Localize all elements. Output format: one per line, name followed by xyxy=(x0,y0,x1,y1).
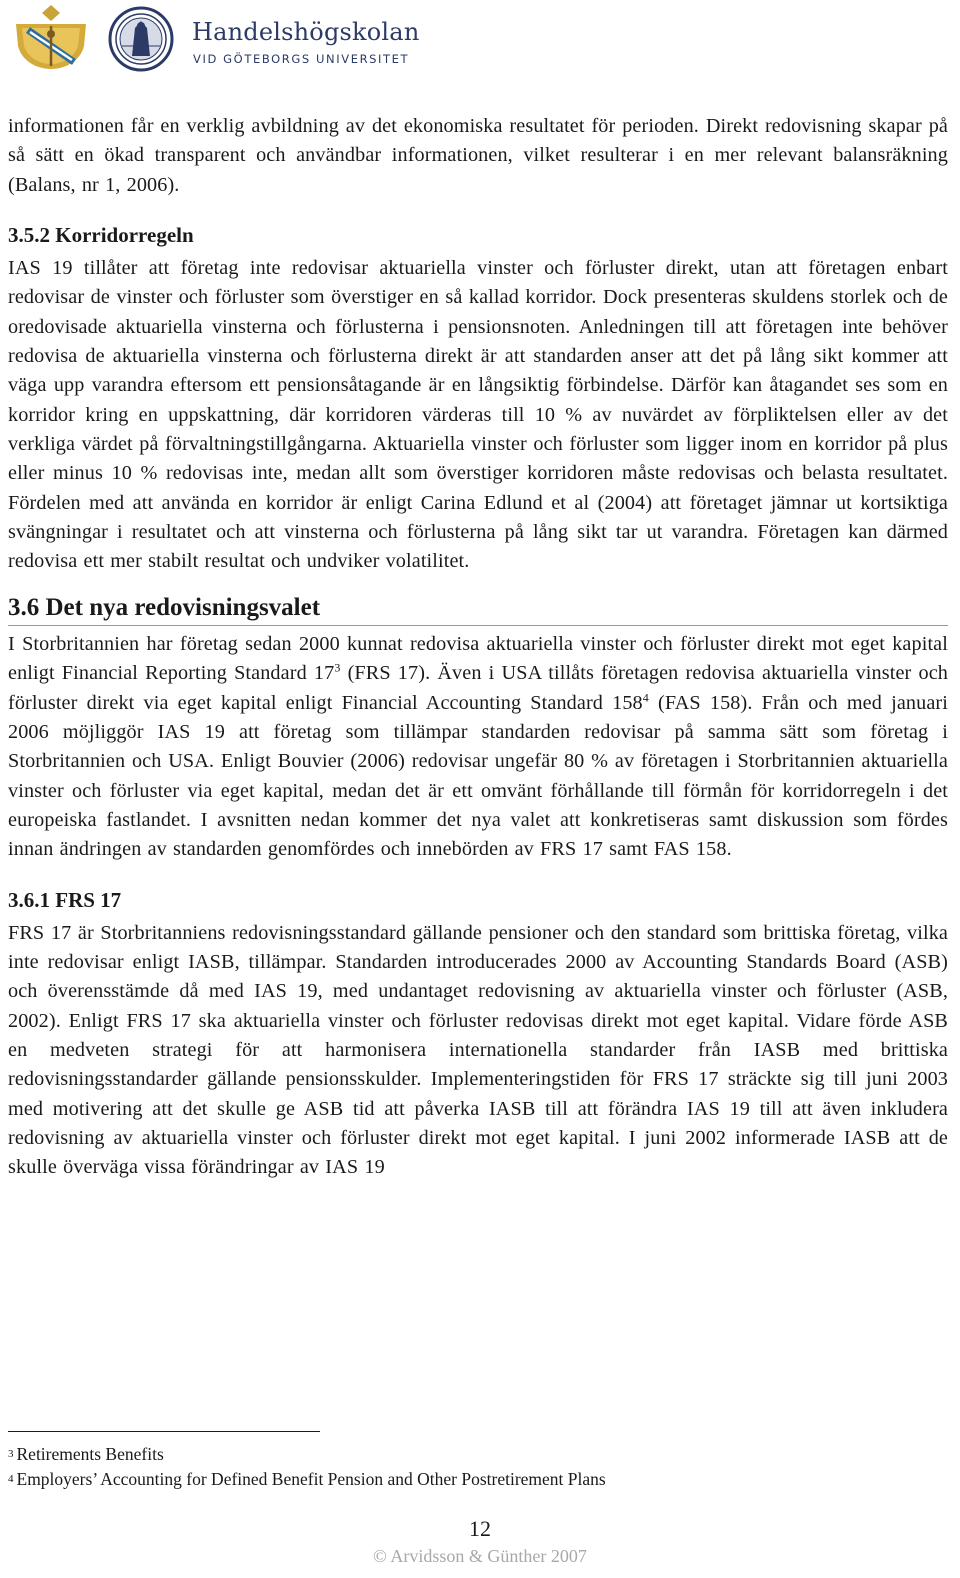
footnote-text: Employers’ Accounting for Defined Benefit Pension and Other Postretirement Plans xyxy=(16,1469,606,1489)
section-3-5-2-paragraph: IAS 19 tillåter att företag inte redovisar aktuariella vinster och förluster direkt, utan att företagen enbart redovisar de vinster och förluster som överstiger en så kallad korridor. Dock presenteras skuldens storlek och de oredovisade aktuariella vinsterna och förlusterna i pensionsnoten. Anledningen till att företagen inte behöver redovisa de aktuariella vinsterna och förlusterna direkt är att standarden anser att det på lång sikt kommer att väga upp varandra eftersom ett pensionsåtagande är en långsiktig förbindelse. Därför kan åtagandet ses som en korridor kring en uppskattning, där korridoren värderas till 10 % av nuvärdet av förpliktelsen eller av det verkliga värdet på förvaltningstillgångarna. Aktuariella vinster och förluster som ligger inom en korridor på plus eller minus 10 % redovisas inte, medan allt som överstiger korridoren måste redovisas och belasta resultatet. Fördelen med att använda en korridor är enligt Carina Edlund et al (2004) att företaget jämnar ut kortsiktiga svängningar i resultatet och att vinsterna och förlusterna på lång sikt tar ut varandra. Företagen kan därmed redovisa ett mer stabilt resultat och undviker volatilitet. xyxy=(8,257,948,573)
org-name: Handelshögskolan xyxy=(192,18,420,46)
footnotes xyxy=(8,1442,948,1492)
section-heading-3-6: 3.6 Det nya redovisningsvalet xyxy=(8,593,948,626)
document-body xyxy=(8,112,948,1183)
footnote-ref-4[interactable]: 4 xyxy=(642,689,649,704)
intro-paragraph: informationen får en verklig avbildning av det ekonomiska resultatet för perioden. Direkt redovisning skapar på så sätt en ökad transparent och användbar informationen, vilket resulterar i en mer relevant balansräkning (Balans, nr 1, 2006). xyxy=(8,115,948,196)
footnote-ref-3[interactable]: 3 xyxy=(334,660,341,675)
org-subtitle: VID GÖTEBORGS UNIVERSITET xyxy=(193,52,410,66)
section-heading-3-6-1: 3.6.1 FRS 17 xyxy=(8,887,122,912)
footnote-text: Retirements Benefits xyxy=(16,1444,164,1464)
section-3-6-paragraph xyxy=(8,630,948,865)
university-crest-logo xyxy=(8,4,94,70)
section-heading-3-5-2: 3.5.2 Korridorregeln xyxy=(8,223,194,248)
section-3-6-1-paragraph: FRS 17 är Storbritanniens redovisningsstandard gällande pensioner och den standard som brittiska företag, vilka inte redovisar enligt IASB, tillämpar. Standarden introducerades 2000 av Accounting Standards Board (ASB) och överensstämde då med IAS 19, med undantaget redovisning av aktuariella vinster och förluster (ASB, 2002). Enligt FRS 17 ska aktuariella vinster och förluster redovisas direkt mot eget kapital. Vidare förde ASB en medveten strategi för att harmonisera internationella standarder från IASB med brittiska redovisningsstandarder gällande pensionsskulder. Implementeringstiden för FRS 17 sträckte sig till juni 2003 med motivering att det skulle ge ASB tid att påverka IASB till att förändra IAS 19 till att även inkludera redovisning av aktuariella vinster och förluster direkt mot eget kapital. I juni 2002 informerade IASB att de skulle överväga vissa förändringar av IAS 19 xyxy=(8,921,948,1179)
footnote-item xyxy=(8,1467,948,1492)
footnote-number: 3 xyxy=(8,1448,14,1460)
page-number: 12 xyxy=(469,1516,491,1541)
footnote-number: 4 xyxy=(8,1473,14,1485)
page-header xyxy=(0,0,960,80)
section-3-6-text-a: I Storbritannien har företag sedan 2000 kunnat redovisa aktuariella vinster och förluster direkt mot eget kapital enligt Financial Reporting Standard 17 xyxy=(8,632,948,685)
section-3-6-text-b: (FRS 17). Även i USA tillåts företagen redovisa aktuariella vinster och förluster direkt via eget kapital enligt Financial Accounting Standard 158 xyxy=(8,662,948,714)
footnote-divider xyxy=(8,1431,320,1432)
section-3-6-text-c: (FAS 158). Från och med januari 2006 möjliggör IAS 19 att företag som tillämpar standarden redovisar på samma sätt som företag i Storbritannien och USA. Enligt Bouvier (2006) redovisar ungefär 80 % av företagen i Storbritannien aktuariella vinster och förluster via eget kapital, medan det är ett omvänt förhållande till förmån för korridorregeln i det europeiska fastlandet. I avsnitten nedan kommer det nya valet att konkretiseras samt diskussion som fördes innan ändringen av standarden genomfördes och innebörden av FRS 17 samt FAS 158. xyxy=(8,691,948,861)
footnote-item xyxy=(8,1442,948,1467)
copyright-notice: © Arvidsson & Günther 2007 xyxy=(373,1546,587,1566)
university-seal-logo xyxy=(100,6,182,72)
